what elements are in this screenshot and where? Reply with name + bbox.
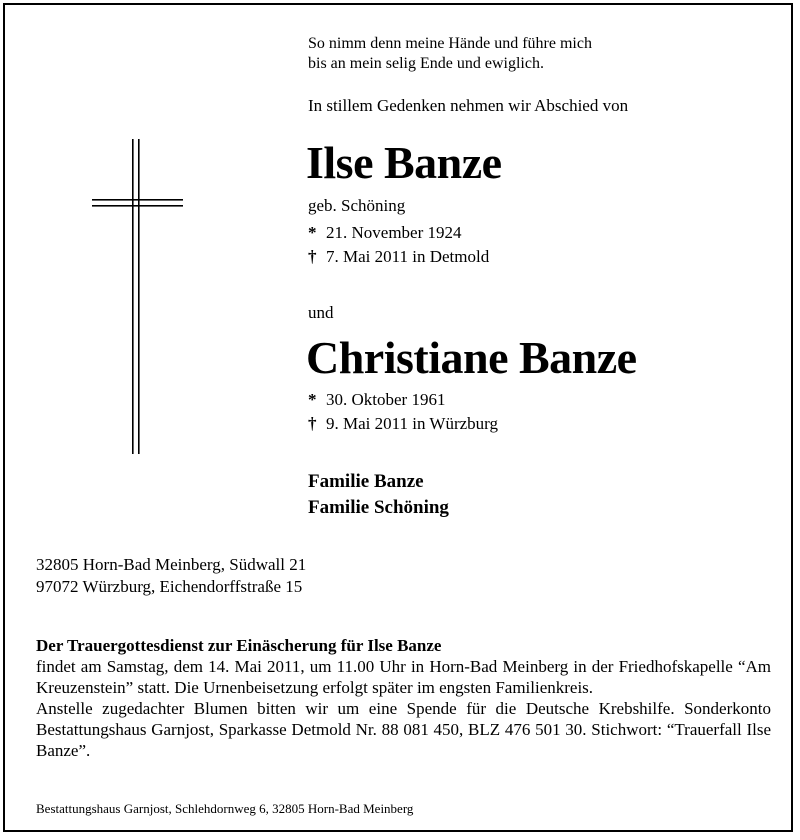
verse	[308, 34, 592, 74]
deceased-2-dates	[308, 388, 498, 436]
birth-date: 21. November 1924	[326, 223, 462, 242]
death-symbol: †	[308, 247, 317, 266]
addresses	[36, 554, 306, 598]
service-info	[36, 635, 771, 761]
address-1: 32805 Horn-Bad Meinberg, Südwall 21	[36, 555, 307, 574]
mourner-2: Familie Schöning	[308, 497, 449, 518]
intro-text: In stillem Gedenken nehmen wir Abschied von	[308, 96, 629, 115]
deceased-1-dates	[308, 221, 489, 269]
cross-icon	[90, 139, 185, 454]
birth-symbol: *	[308, 223, 317, 242]
service-details: findet am Samstag, dem 14. Mai 2011, um 11.00 Uhr in Horn-Bad Meinberg in der Friedhofskapelle “Am Kreuzenstein” statt. Die Urnenbeisetzung erfolgt später im engsten Familienkreis.	[36, 657, 771, 697]
death-date: 7. Mai 2011 in Detmold	[326, 247, 490, 266]
deceased-1-birth	[308, 221, 489, 245]
birth-symbol: *	[308, 390, 317, 409]
deceased-1-name: Ilse Banze	[306, 137, 502, 188]
mourners	[308, 469, 449, 521]
obituary-notice	[3, 3, 793, 832]
birth-date: 30. Oktober 1961	[326, 390, 446, 409]
deceased-2-birth	[308, 388, 498, 412]
service-heading: Der Trauergottesdienst zur Einäscherung für Ilse Banze	[36, 636, 442, 655]
mourner-1: Familie Banze	[308, 471, 424, 492]
address-2: 97072 Würzburg, Eichendorffstraße 15	[36, 577, 303, 596]
deceased-2-name: Christiane Banze	[306, 332, 637, 383]
conjunction: und	[308, 303, 334, 322]
verse-line-1: So nimm denn meine Hände und führe mich	[308, 35, 592, 52]
funeral-home: Bestattungshaus Garnjost, Schlehdornweg 6, 32805 Horn-Bad Meinberg	[36, 801, 414, 816]
donation-request: Anstelle zugedachter Blumen bitten wir um eine Spende für die Deutsche Krebshilfe. Sonderkonto Bestattungshaus Garnjost, Sparkasse Detmold Nr. 88 081 450, BLZ 476 501 30. Stichwort: “Trauerfall Ilse Banze”.	[36, 699, 771, 760]
deceased-1-death	[308, 245, 489, 269]
death-date: 9. Mai 2011 in Würzburg	[326, 414, 499, 433]
deceased-1-birth-name: geb. Schöning	[308, 196, 406, 215]
verse-line-2: bis an mein selig Ende und ewiglich.	[308, 55, 544, 72]
deceased-2-death	[308, 412, 498, 436]
death-symbol: †	[308, 414, 317, 433]
